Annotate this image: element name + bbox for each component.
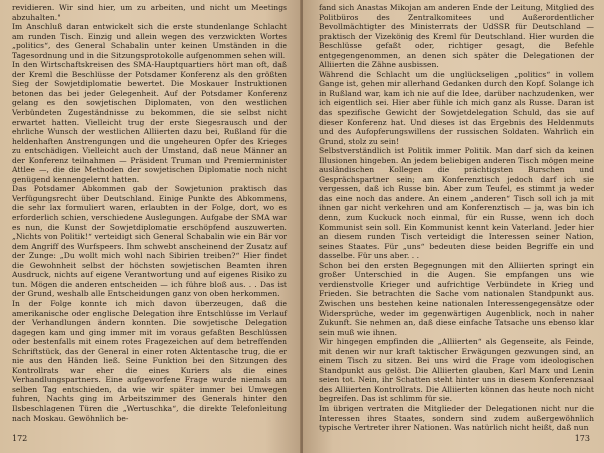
page-number-right: 173 <box>574 434 590 443</box>
paragraph: revidieren. Wir sind hier, um zu arbeiten, und nicht um Meetings abzuhalten." <box>12 3 287 22</box>
left-page <box>0 0 301 453</box>
paragraph: fand sich Anastas Mikojan am anderen Ende der Leitung, Mitglied des Politbüros des Zentralkomitees und Außerordentlicher Bevollmächtigter des Ministerrats der UdSSR für Deutschland — praktisch der Vizekönig des Kreml für Deutschland. Hier wurden die Beschlüsse gefaßt oder, richtiger gesagt, die Befehle entgegengenommen, an denen sich später die Delegationen der Alliierten die Zähne ausbissen. <box>319 3 594 70</box>
paragraph: In der Folge konnte ich mich davon überzeugen, daß die amerikanische oder englische Delegation ihre Entschlüsse im Verlauf der Verhandlungen ändern konnten. Die sowjetische Delegation dagegen kam und ging immer mit im voraus gefaßten Beschlüssen oder bestenfalls mit einem rotes Fragezeichen auf dem betreffenden Schriftstück, das der General in einer roten Aktentasche trug, die er nie aus den Händen ließ. Seine Funktion bei den Sitzungen des Kontrollrats war eher die eines Kuriers als die eines Verhandlungspartners. Eine aufgeworfene Frage wurde niemals am selben Tag entschieden, da wie wir später immer bei Umwegen fuhren, Nachts ging im Arbeitszimmer des Generals hinter den Ilsbeschlagenen Türen die „Wertuschka“, die direkte Telefonleitung nach Moskau. Gewöhnlich be- <box>12 298 287 423</box>
paragraph: Selbstverständlich ist Politik immer Politik. Man darf sich da keinen Illusionen hingeben. An jedem beliebigen anderen Tisch mögen meine ausländischen Kollegen die prächtigsten Burschen und Gesprächspartner sein; am Konferenztisch jedoch darf ich sie vergessen, daß ich Russe bin. Aber zum Teufel, es stimmt ja weder das eine noch das andere. An einem „anderen“ Tisch soll ich ja mit ihnen gar nicht verkehren und am Konferenztisch — ja, was bin ich denn, zum Kuckuck noch einmal, für ein Russe, wenn ich doch Kommunist sein soll. Ein Kommunist kennt kein Vaterland. Jeder hier an diesem runden Tisch verteidigt die Interessen seiner Nation, seines Staates. Für „uns“ bedeuten diese beiden Begriffe ein und dasselbe. Für uns aber. . . <box>319 146 594 261</box>
left-page-text <box>12 3 287 423</box>
right-page-text <box>319 3 594 433</box>
paragraph: Während die Schlacht um die unglückseligen „politics“ in vollem Gange ist, gehen mir allerhand Gedanken durch den Kopf. Solange ich in Rußland war, kam ich nie auf die Idee, darüber nachzudenken, wer ich eigentlich sei. Hier aber fühle ich mich ganz als Russe. Daran ist das spezifische Gewicht der Sowjetdelegation Schuld, das sie auf dieser Konferenz hat. Und dieses ist das Ergebnis des Heldenmuts und des Aufopferungswillens der russischen Soldaten. Wahrlich ein Grund, stolz zu sein! <box>319 69 594 146</box>
paragraph: Im Anschluß daran entwickelt sich die erste stundenlange Schlacht am runden Tisch. Einzig und allein wegen des verzwickten Wortes „politics“, des General Schabalin unter keinen Umständen in die Tagesordnung und in die Sitzungsprotokolle aufgenommen sehen will. <box>12 22 287 60</box>
right-page <box>303 0 604 453</box>
paragraph: In den Wirtschaftskreisen des SMA-Hauptquartiers hört man oft, daß der Kreml die Beschlüsse der Potsdamer Konferenz als den größten Sieg der Sowjetdiplomatie bewertet. Die Moskauer Instruktionen betonen das bei jeder Gelegenheit. Auf der Potsdamer Konferenz gelang es den sowjetischen Diplomaten, von den westlichen Verbündeten Zugeständnisse zu bekommen, die sie selbst nicht erwartet hatten. Vielleicht trug der erste Siegesrausch und der ehrliche Wunsch der westlichen Alliierten dazu bei, Rußland für die heldenhaften Anstrengungen und die ungeheuren Opfer des Krieges zu entschädigen. Vielleicht auch der Umstand, daß neue Männer an der Konferenz teilnahmen — Präsident Truman und Premierminister Attlee —, die die Methoden der sowjetischen Diplomatie noch nicht genügend kennengelernt hatten. <box>12 60 287 184</box>
page-number-left: 172 <box>12 434 28 443</box>
paragraph: Schon bei den ersten Begegnungen mit den Alliierten springt ein großer Unterschied in die Augen. Sie empfangen uns wie verdienstvolle Krieger und aufrichtige Verbündete in Krieg und Frieden. Sie betrachten die Sache vom nationalen Standpunkt aus. Zwischen uns bestehen keine nationalen Interessengegensätze oder Widersprüche, weder im gegenwärtigen Augenblick, noch in naher Zukunft. Sie nehmen an, daß diese einfache Tatsache uns ebenso klar sein muß wie ihnen. <box>319 260 594 337</box>
paragraph: Im übrigen vertraten die Mitglieder der Delegationen nicht nur die Interessen ihres Staates, sondern sind zudem außergewöhnlich typische Vertreter ihrer Nationen. Was natürlich nicht heißt, daß nun <box>319 403 594 433</box>
paragraph: Wir hingegen empfinden die „Alliierten“ als Gegenseite, als Feinde, mit denen wir nur kraft taktischer Erwägungen gezwungen sind, an einem Tisch zu sitzen. Bei uns wird die Frage vom ideologischen Standpunkt aus gelöst. Die Alliierten glauben, Karl Marx und Lenin seien tot. Nein, ihr Schatten steht hinter uns in diesem Konferenzsaal des Alliierten Kontrollrats. Die Alliierten können das heute noch nicht begreifen. Das ist schlimm für sie. <box>319 337 594 404</box>
paragraph: Das Potsdamer Abkommen gab der Sowjetunion praktisch das Verfügungsrecht über Deutschland. Einige Punkte des Abkommens, die sehr lax formuliert waren, erlaubten in der Folge, dort, wo es erforderlich schien, verschiedene Auslegungen. Aufgabe der SMA war es nun, die Kunst der Sowjetdiplomatie erschöpfend auszuwerten. „Nichts von Politik!“ verteidigt sich General Schabalin wie ein Bär vor dem Angriff des Wurfspeers. Ihm schwebt anscheinend der Zusatz auf der Zunge: „Du wollt mich wohl nach Sibirien treiben?“ Hier findet die Gewohnheit selbst der höchsten sowjetischen Beamten ihren Ausdruck, nichts auf eigene Verantwortung und auf eigenes Risiko zu tun. Mögen die anderen entscheiden — ich führe bloß aus. . . Das ist der Grund, weshalb alle Entscheidungen ganz von oben herkommen. <box>12 184 287 299</box>
